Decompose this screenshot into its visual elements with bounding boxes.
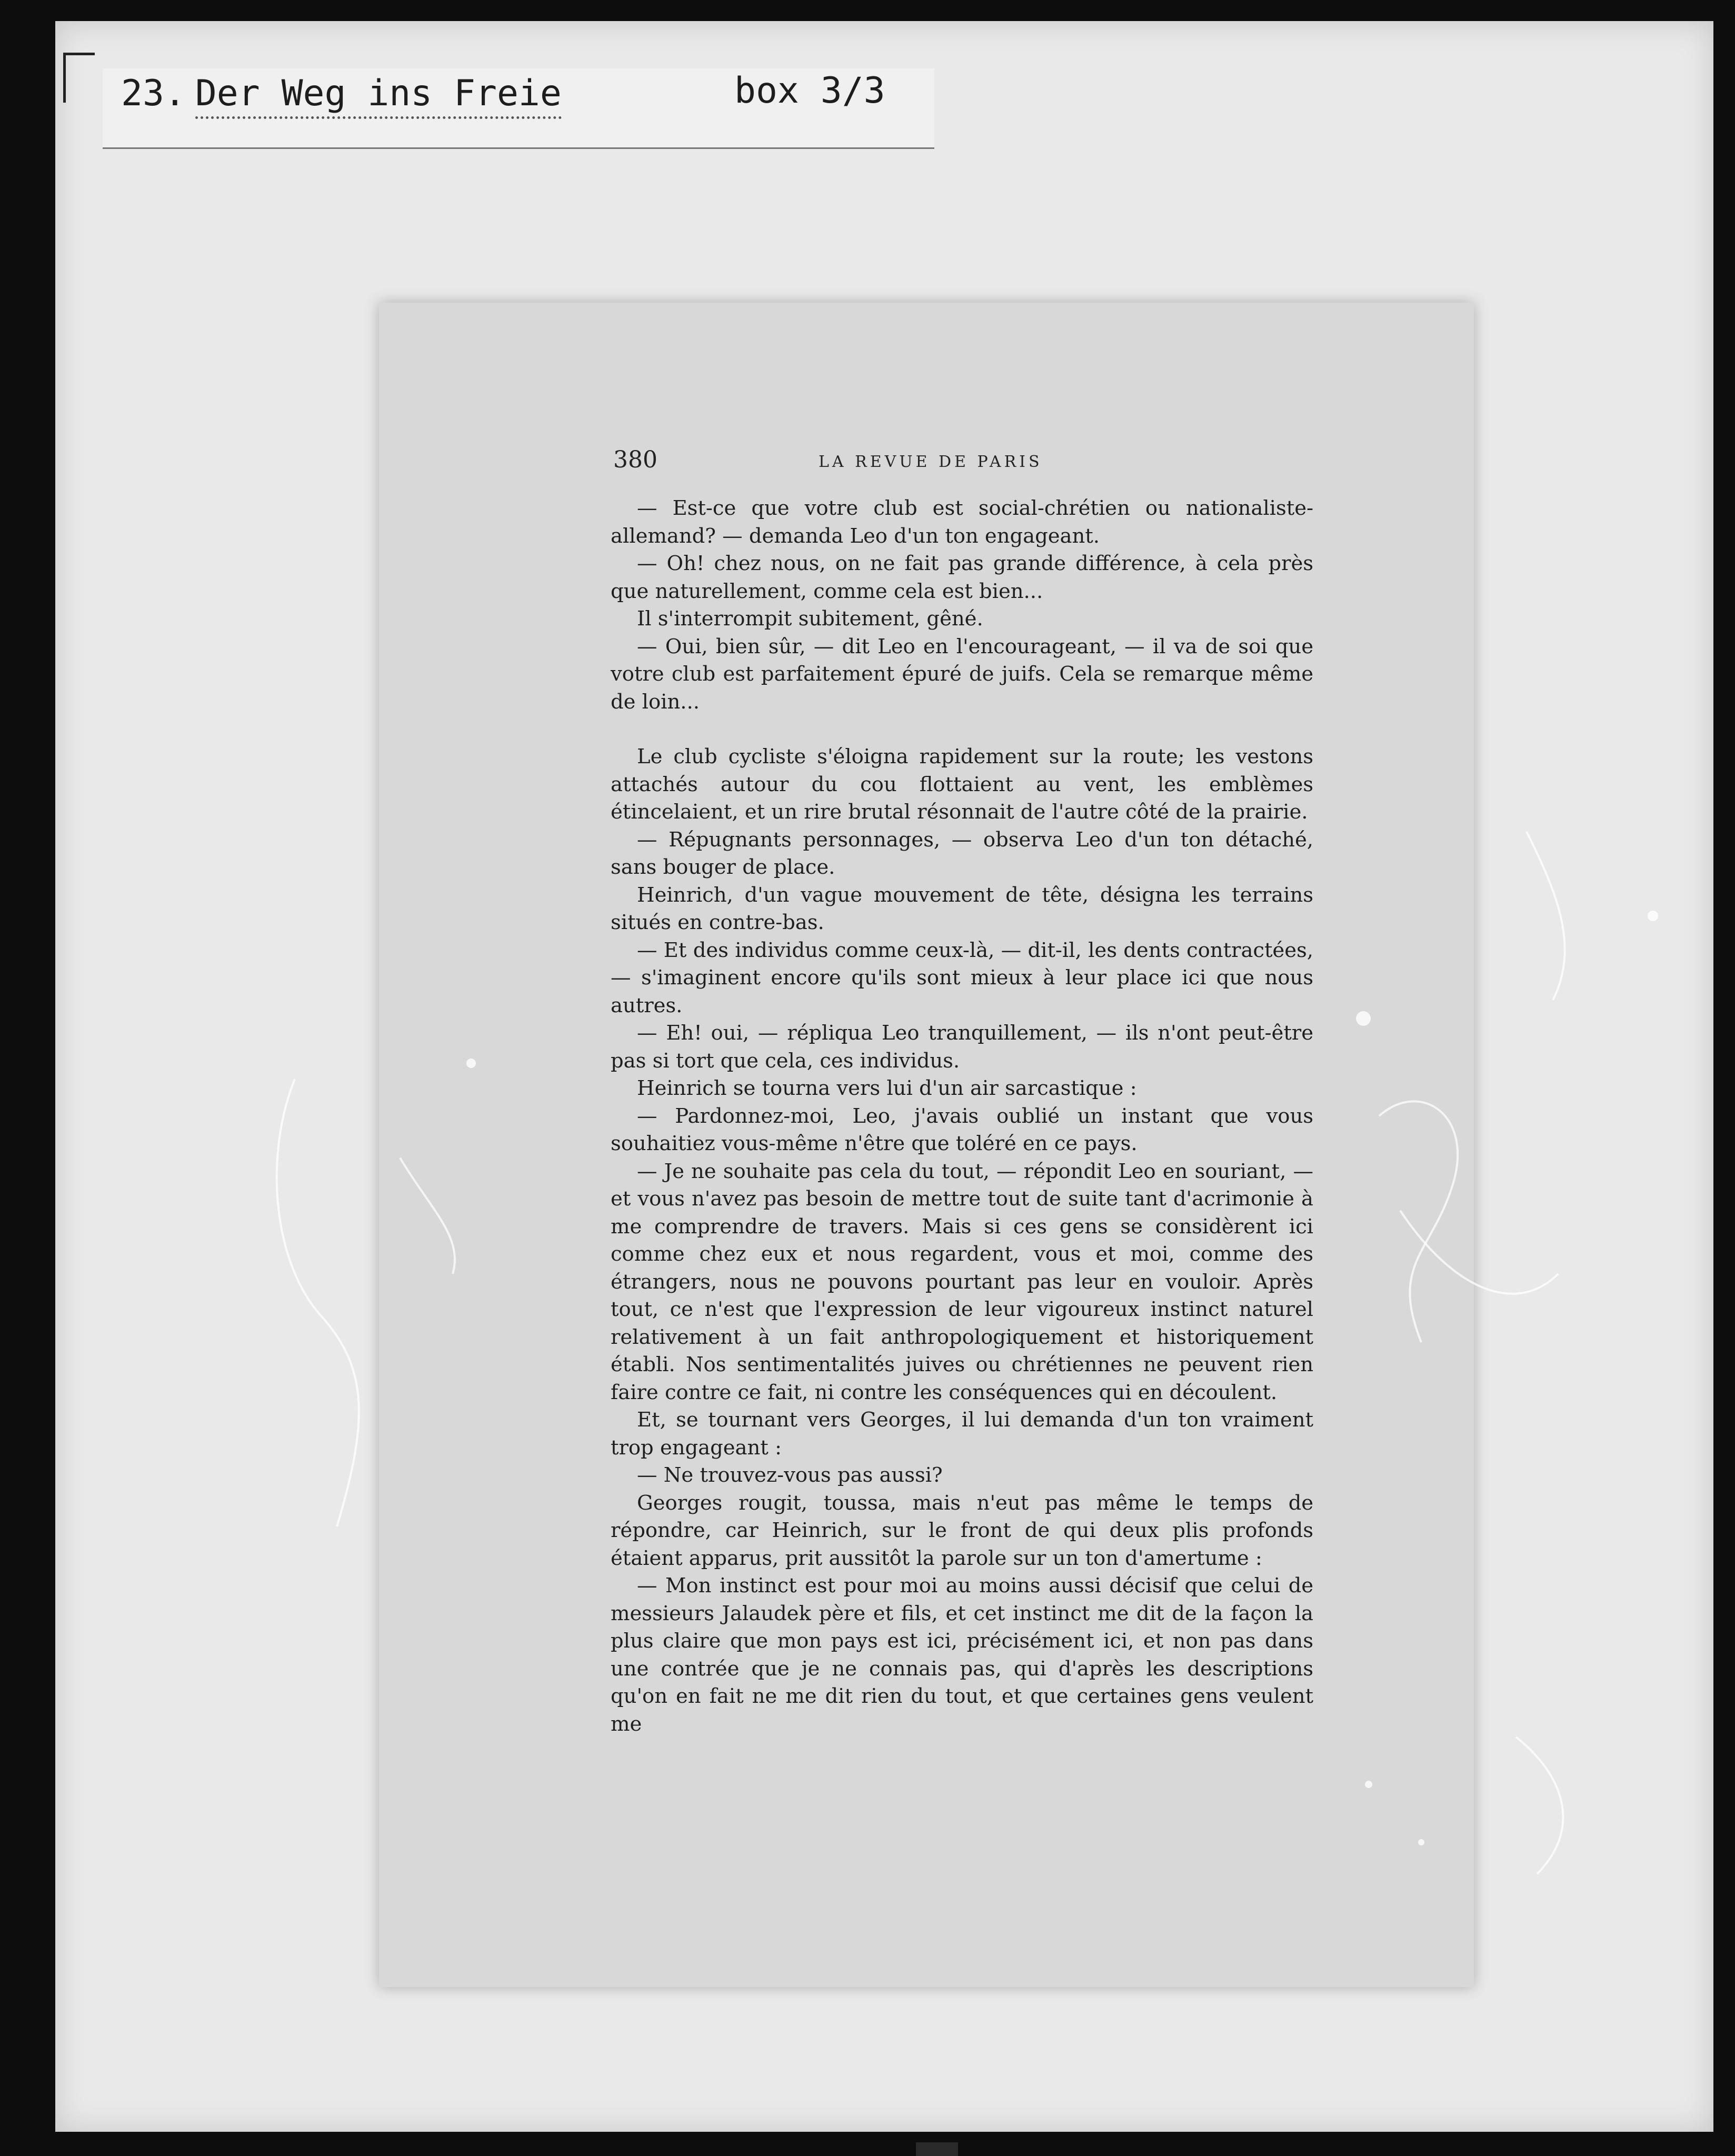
item-title: Der Weg ins Freie xyxy=(195,73,562,119)
paragraph: Il s'interrompit subitement, gêné. xyxy=(637,607,983,631)
box-label xyxy=(121,73,562,114)
paragraph: — Eh! oui, — répliqua Leo tranquillement, — ils n'ont peut-être pas si tort que cela, ces individus. xyxy=(611,1021,1313,1073)
journal-title: LA REVUE DE PARIS xyxy=(819,453,1043,471)
paragraph: Le club cycliste s'éloigna rapidement sur la route; les vestons attachés autour du cou flottaient au vent, les emblèmes étincelaient, et un rire brutal résonnait de l'autre côté de la prairie. xyxy=(611,745,1313,824)
paragraph: — Je ne souhaite pas cela du tout, — répondit Leo en souriant, — et vous n'avez pas besoin de mettre tout de suite tant d'acrimonie à me comprendre de travers. Mais si ces gens se considèrent ici comme chez eux et nous regardent, vous et moi, comme des étrangers, nous ne pouvons pourtant pas leur en vouloir. Après tout, ce n'est que l'expression de leur vigoureux instinct naturel relativement à un fait anthropologiquement et historiquement établi. Nos sentimentalités juives ou chrétiennes ne peuvent rien faire contre ce fait, ni contre les conséquences qui en découlent. xyxy=(611,1159,1313,1404)
section-gap xyxy=(611,716,1313,743)
paragraph: — Répugnants personnages, — observa Leo d'un ton détaché, sans bouger de place. xyxy=(611,827,1313,879)
corner-crop-mark xyxy=(63,53,95,103)
paragraph: — Mon instinct est pour moi au moins aussi décisif que celui de messieurs Jalaudek père et fils, et cet instinct me dit de la façon la plus claire que mon pays est ici, précisément ici, et non pas dans une contrée que je ne connais pas, qui d'après les descriptions qu'on en fait ne me dit rien du tout, et que certaines gens veulent me xyxy=(611,1574,1313,1736)
item-number: 23. xyxy=(121,73,186,114)
paragraph: — Oh! chez nous, on ne fait pas grande différence, à cela près que naturellement, comme cela est bien... xyxy=(611,552,1313,603)
paragraph: — Oui, bien sûr, — dit Leo en l'encourageant, — il va de soi que votre club est parfaitement épuré de juifs. Cela se remarque même de loin... xyxy=(611,634,1313,714)
paragraph: Heinrich, d'un vague mouvement de tête, désigna les terrains situés en contre-bas. xyxy=(611,883,1313,934)
paragraph: Heinrich se tourna vers lui d'un air sarcastique : xyxy=(637,1076,1137,1100)
paragraph: Georges rougit, toussa, mais n'eut pas même le temps de répondre, car Heinrich, sur le front de qui deux plis profonds étaient apparus, prit aussitôt la parole sur un ton d'amertume : xyxy=(611,1491,1313,1570)
paragraph: — Est-ce que votre club est social-chrétien ou nationaliste-allemand? — demanda Leo d'un ton engageant. xyxy=(611,496,1313,548)
paragraph: — Et des individus comme ceux-là, — dit-il, les dents contractées, — s'imaginent encore qu'ils sont mieux à leur place ici que nous autres. xyxy=(611,938,1313,1017)
paragraph: — Pardonnez-moi, Leo, j'avais oublié un instant que vous souhaitiez vous-même n'être que toléré en ce pays. xyxy=(611,1104,1313,1155)
page-number: 380 xyxy=(613,446,657,473)
paragraph: Et, se tournant vers Georges, il lui demanda d'un ton vraiment trop engageant : xyxy=(611,1408,1313,1460)
article-text xyxy=(611,495,1313,1738)
paragraph: — Ne trouvez-vous pas aussi? xyxy=(637,1463,943,1487)
box-reference: box 3/3 xyxy=(734,70,885,112)
